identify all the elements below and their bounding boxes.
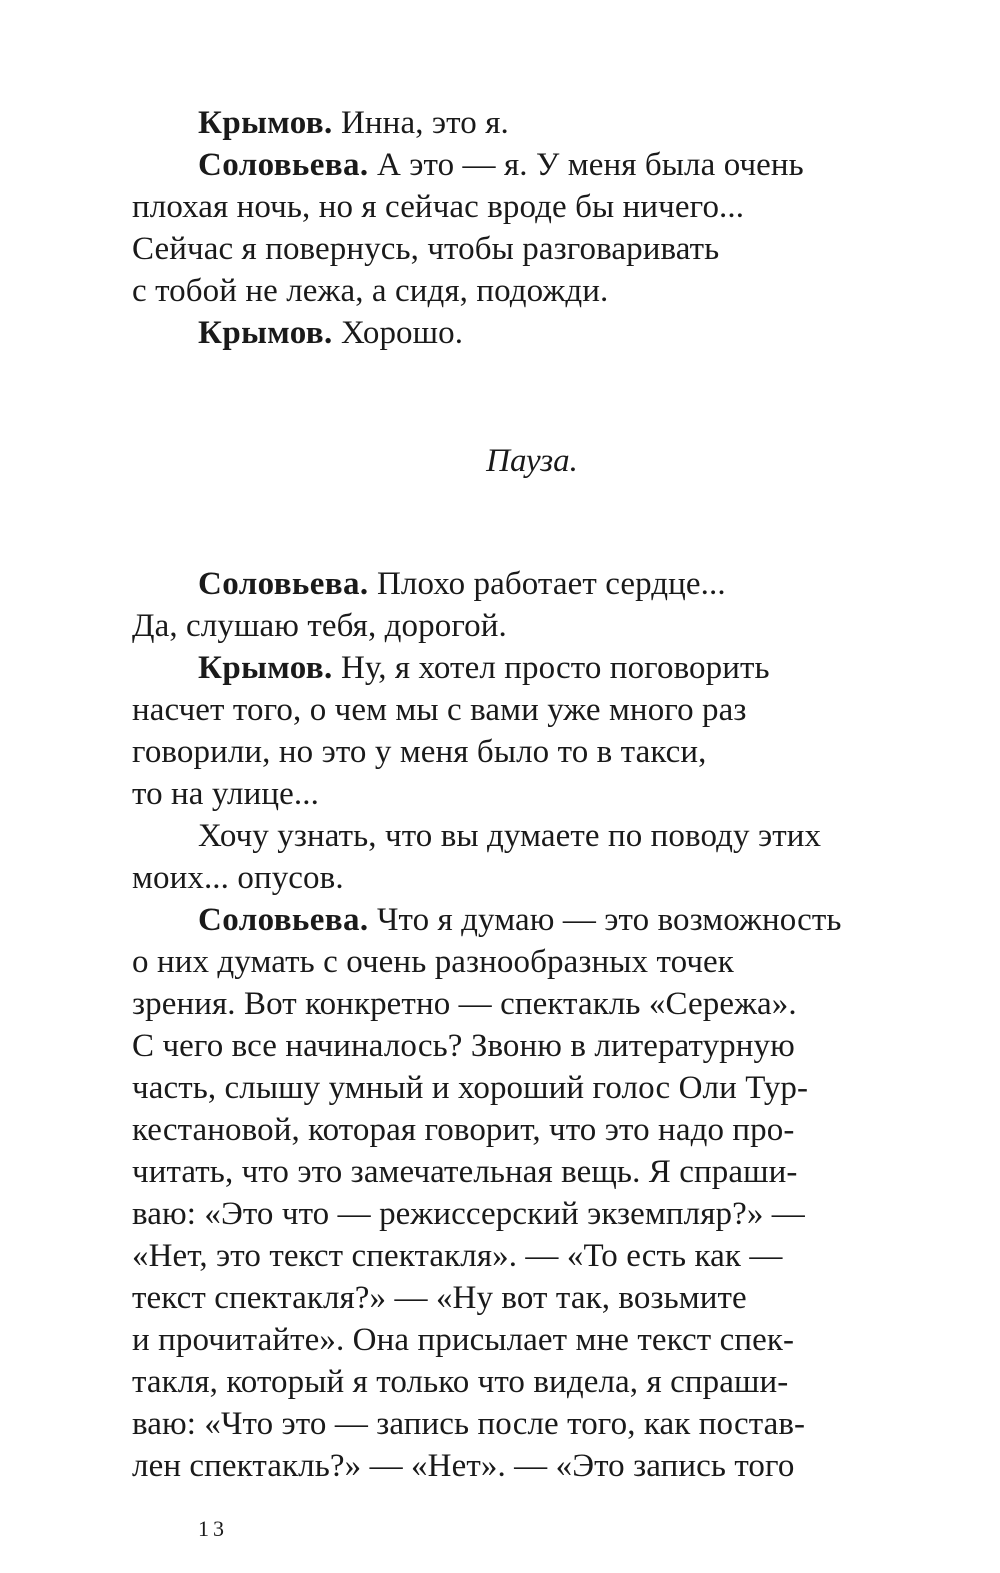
speaker-name: Крымов. xyxy=(198,650,333,686)
text-line: ваю: «Это что — режиссерский экземпляр?» — xyxy=(132,1196,805,1232)
speaker-name: Соловьева. xyxy=(198,566,369,602)
line-text: Плохо работает сердце... xyxy=(368,566,726,602)
text-line: кестановой, которая говорит, что это надо про- xyxy=(132,1112,795,1148)
line-text: А это — я. У меня была очень xyxy=(368,147,804,183)
text-line: говорили, но это у меня было то в такси, xyxy=(132,734,707,770)
text-line: и прочитайте». Она присылает мне текст спек- xyxy=(132,1322,795,1358)
text-line: Сейчас я повернусь, чтобы разговаривать xyxy=(132,231,720,267)
text-line: о них думать с очень разнообразных точек xyxy=(132,944,734,980)
text-line: ваю: «Что это — запись после того, как постав- xyxy=(132,1406,806,1442)
page-number: 13 xyxy=(198,1516,228,1541)
text-line: насчет того, о чем мы с вами уже много раз xyxy=(132,692,747,728)
text-line: «Нет, это текст спектакля». — «То есть как — xyxy=(132,1238,783,1274)
speaker-name: Соловьева. xyxy=(198,147,369,183)
text-line: текст спектакля?» — «Ну вот так, возьмите xyxy=(132,1280,747,1316)
line-text: Что я думаю — это возможность xyxy=(368,902,842,938)
dialogue-line xyxy=(198,103,509,143)
text-line: Да, слушаю тебя, дорогой. xyxy=(132,608,507,644)
dialogue-line xyxy=(198,313,463,353)
dialogue-line xyxy=(198,648,770,688)
speaker-name: Крымов. xyxy=(198,105,333,141)
dialogue-line xyxy=(198,145,804,185)
text-line: Хочу узнать, что вы думаете по поводу этих xyxy=(198,818,822,854)
text-line: с тобой не лежа, а сидя, подожди. xyxy=(132,273,609,309)
line-text: Ну, я хотел просто поговорить xyxy=(332,650,770,686)
text-line: читать, что это замечательная вещь. Я спраши- xyxy=(132,1154,798,1190)
text-line: моих... опусов. xyxy=(132,860,344,896)
text-line: лен спектакль?» — «Нет». — «Это запись того xyxy=(132,1448,795,1484)
line-text: Инна, это я. xyxy=(332,105,509,141)
stage-direction: Пауза. xyxy=(486,443,578,479)
text-line: часть, слышу умный и хороший голос Оли Тур- xyxy=(132,1070,809,1106)
speaker-name: Крымов. xyxy=(198,315,333,351)
text-line: плохая ночь, но я сейчас вроде бы ничего... xyxy=(132,189,745,225)
text-line: зрения. Вот конкретно — спектакль «Сережа». xyxy=(132,986,797,1022)
dialogue-line xyxy=(198,564,726,604)
dialogue-line xyxy=(198,900,842,940)
speaker-name: Соловьева. xyxy=(198,902,369,938)
line-text: Хорошо. xyxy=(332,315,464,351)
text-line: такля, который я только что видела, я спраши- xyxy=(132,1364,789,1400)
text-line: С чего все начиналось? Звоню в литературную xyxy=(132,1028,795,1064)
text-line: то на улице... xyxy=(132,776,319,812)
